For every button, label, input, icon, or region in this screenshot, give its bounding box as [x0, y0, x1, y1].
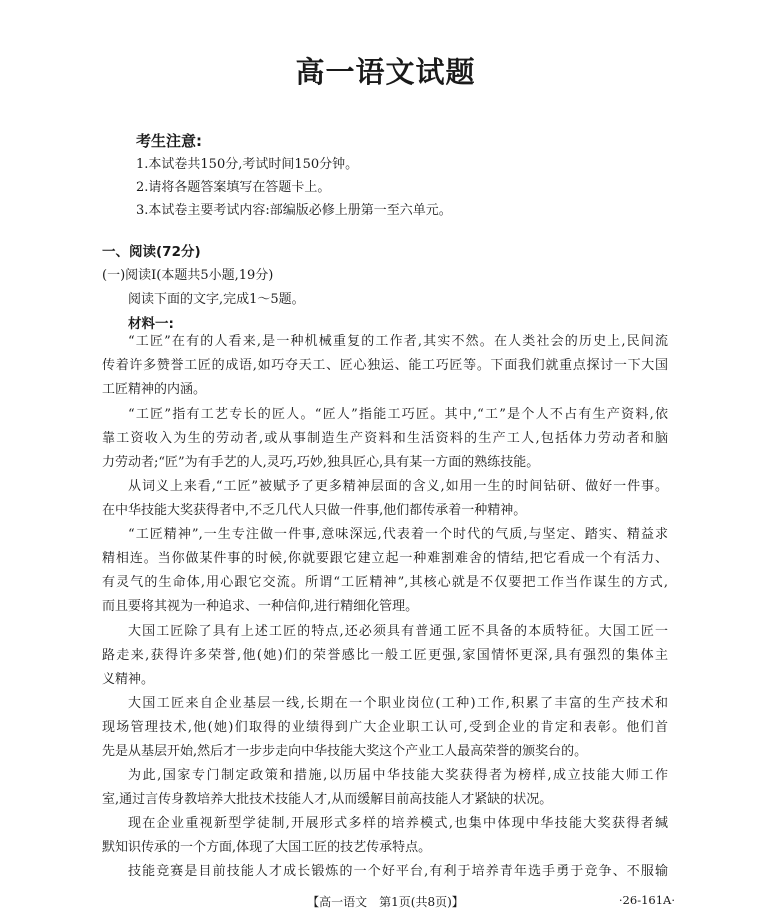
paragraph-line: 现场管理技术,他(她)们取得的业绩得到广大企业职工认可,受到企业的肯定和表彰。他们首: [102, 720, 668, 735]
paragraph-line: 精相连。当你做某件事的时候,你就要跟它建立起一种难割难舍的情结,把它看成一个有活力、: [102, 551, 668, 566]
paragraph-line: 路走来,获得许多荣誉,他(她)们的荣誉感比一般工匠更强,家国情怀更深,具有强烈的集体主: [102, 648, 668, 663]
page-title: 高一语文试题: [295, 55, 476, 89]
subsection-heading: (一)阅读Ⅰ(本题共5小题,19分): [102, 268, 274, 283]
paragraph-line: 力劳动者;“匠”为有手艺的人,灵巧,巧妙,独具匠心,具有某一方面的熟练技能。: [102, 455, 540, 470]
exam-code: ·26-161A·: [618, 893, 675, 907]
paragraph: [102, 523, 668, 619]
notice-item-2: 2.请将各题答案填写在答题卡上。: [136, 180, 331, 195]
page-footer: 【高一语文 第1页(共8页)】: [307, 895, 464, 909]
section-heading: 一、阅读(72分): [102, 244, 201, 260]
reading-instruction: 阅读下面的文字,完成1～5题。: [128, 292, 305, 307]
paragraph-line: 在中华技能大奖获得者中,不乏几代人只做一件事,他们都传承着一种精神。: [102, 503, 527, 518]
paragraph: [102, 860, 668, 884]
paragraph-line: 技能竞赛是目前技能人才成长锻炼的一个好平台,有利于培养青年选手勇于竞争、不服输: [128, 864, 668, 879]
paragraph: [102, 475, 668, 523]
paragraph-line: 先是从基层开始,然后才一步步走向中华技能大奖这个产业工人最高荣誉的颁奖台的。: [102, 744, 588, 759]
paragraph-line: “工匠”指有工艺专长的匠人。“匠人”指能工巧匠。其中,“工”是个人不占有生产资料,依: [128, 407, 668, 422]
paragraph-line: 有灵气的生命体,用心跟它交流。所谓“工匠精神”,其核心就是不仅要把工作当作谋生的方式,: [102, 575, 668, 590]
paragraph-line: 为此,国家专门制定政策和措施,以历届中华技能大奖获得者为榜样,成立技能大师工作: [128, 768, 668, 783]
material-label: 材料一:: [128, 316, 174, 332]
paragraph-line: 而且要将其视为一种追求、一种信仰,进行精细化管理。: [102, 599, 419, 614]
paragraph-line: 大国工匠除了具有上述工匠的特点,还必须具有普通工匠不具备的本质特征。大国工匠一: [128, 624, 668, 639]
paragraph: [102, 692, 668, 764]
notice-heading: 考生注意:: [136, 132, 202, 150]
paragraph-line: 默知识传承的一个方面,体现了大国工匠的技艺传承特点。: [102, 840, 432, 855]
paragraph-line: 室,通过言传身教培养大批技术技能人才,从而缓解目前高技能人才紧缺的状况。: [102, 792, 553, 807]
paragraph: [102, 620, 668, 692]
paragraph-line: 靠工资收入为生的劳动者,或从事制造生产资料和生活资料的生产工人,包括体力劳动者和脑: [102, 431, 668, 446]
paragraph-line: “工匠”在有的人看来,是一种机械重复的工作者,其实不然。在人类社会的历史上,民间流: [128, 334, 668, 349]
notice-item-3: 3.本试卷主要考试内容:部编版必修上册第一至六单元。: [136, 203, 452, 218]
paragraph-line: 义精神。: [102, 672, 155, 687]
paragraph-line: 现在企业重视新型学徒制,开展形式多样的培养模式,也集中体现中华技能大奖获得者缄: [128, 816, 668, 831]
paragraph: [102, 812, 668, 860]
paragraph: [102, 764, 668, 812]
notice-item-1: 1.本试卷共150分,考试时间150分钟。: [136, 157, 359, 172]
paragraph: [102, 403, 668, 475]
paragraph: [102, 330, 668, 402]
paragraph-line: 传着许多赞誉工匠的成语,如巧夺天工、匠心独运、能工巧匠等。下面我们就重点探讨一下大国: [102, 358, 668, 373]
paragraph-line: 大国工匠来自企业基层一线,长期在一个职业岗位(工种)工作,积累了丰富的生产技术和: [128, 696, 668, 711]
paragraph-line: “工匠精神”,一生专注做一件事,意味深远,代表着一个时代的气质,与坚定、踏实、精益求: [128, 527, 668, 542]
paragraph-line: 工匠精神的内涵。: [102, 382, 207, 397]
paragraph-line: 从词义上来看,“工匠”被赋予了更多精神层面的含义,如用一生的时间钻研、做好一件事。: [128, 479, 668, 494]
